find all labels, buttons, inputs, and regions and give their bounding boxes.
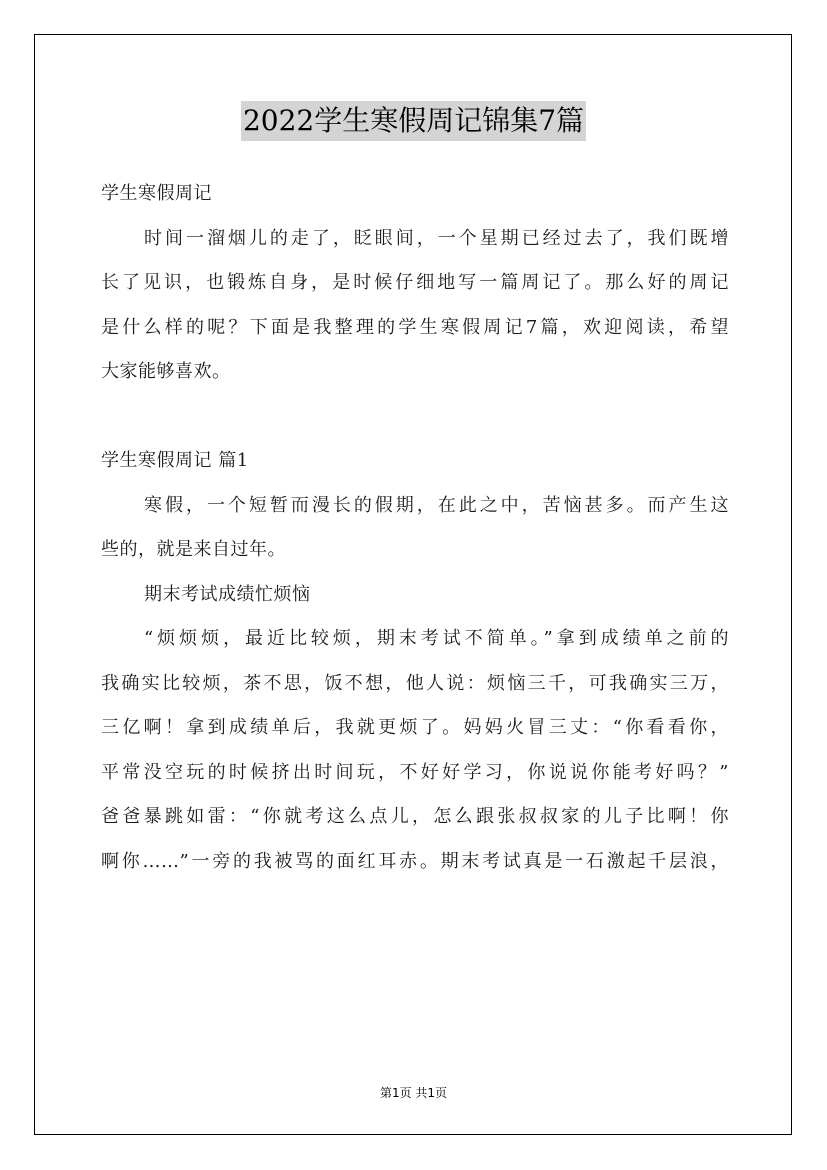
body-line: 是什么样的呢？下面是我整理的学生寒假周记7篇，欢迎阅读，希望: [101, 316, 729, 338]
page-footer: 第1页 共1页: [379, 1086, 448, 1100]
body-line: 啊你……”一旁的我被骂的面红耳赤。期末考试真是一石激起千层浪，: [101, 850, 729, 872]
body-line: 三亿啊！拿到成绩单后，我就更烦了。妈妈火冒三丈：“你看看你，: [101, 717, 729, 738]
title-container: [0, 101, 827, 141]
body-line: 长了见识，也锻炼自身，是时候仔细地写一篇周记了。那么好的周记: [101, 272, 729, 293]
body-line: 些的，就是来自过年。: [101, 539, 286, 560]
body-line: 学生寒假周记 篇1: [101, 450, 249, 471]
body-line: 时间一溜烟儿的走了，眨眼间，一个星期已经过去了，我们既增: [144, 227, 729, 249]
body-line: 寒假，一个短暂而漫长的假期，在此之中，苦恼甚多。而产生这: [144, 494, 729, 516]
body-line: 学生寒假周记: [101, 183, 212, 204]
body-line: 平常没空玩的时候挤出时间玩，不好好学习，你说说你能考好吗？”: [101, 761, 729, 783]
body-line: “烦烦烦，最近比较烦，期末考试不简单。”拿到成绩单之前的: [144, 628, 729, 649]
blank-line: [101, 395, 729, 440]
document-title: 2022学生寒假周记锦集7篇: [241, 101, 586, 141]
document-body: [101, 172, 729, 884]
body-line: 期末考试成绩忙烦恼: [144, 583, 311, 605]
body-line: 大家能够喜欢。: [101, 361, 231, 382]
body-line: 爸爸暴跳如雷：“你就考这么点儿，怎么跟张叔叔家的儿子比啊！你: [101, 806, 729, 827]
body-line: 我确实比较烦，茶不思，饭不想，他人说：烦恼三千，可我确实三万，: [101, 672, 729, 694]
